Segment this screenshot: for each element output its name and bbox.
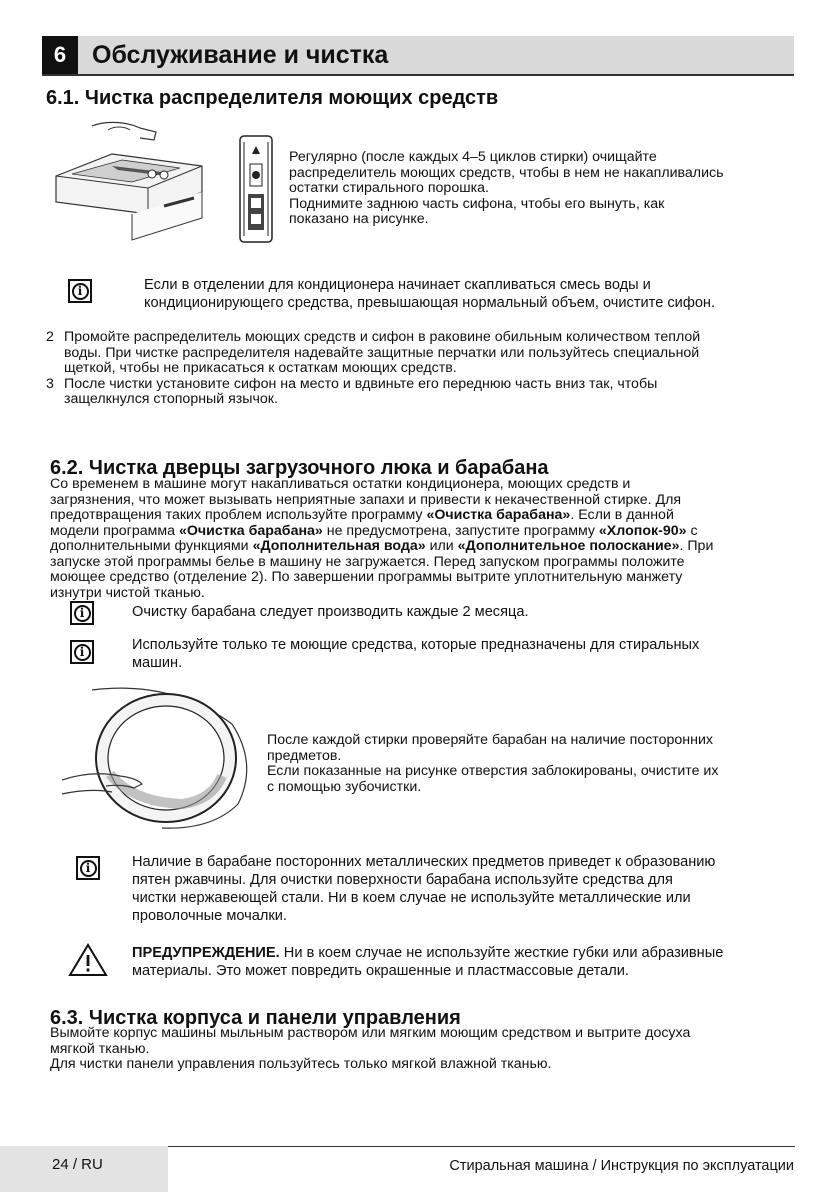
info-icon: i <box>70 640 94 664</box>
warning-label: ПРЕДУПРЕЖДЕНИЕ. <box>132 945 280 961</box>
note-detergents <box>132 636 699 672</box>
note-conditioner <box>144 276 715 312</box>
info-icon: i <box>76 856 100 880</box>
text-line: чистки нержавеющей стали. Ни в коем случае не используйте металлические или <box>132 890 691 906</box>
text-line: После чистки установите сифон на место и вдвиньте его переднюю часть вниз так, чтобы <box>64 375 658 392</box>
text-line: пятен ржавчины. Для очистки поверхности барабана используйте средства для <box>132 872 673 888</box>
drum-door-illustration <box>62 684 252 832</box>
text-line: изнутри чистой тканью. <box>50 584 205 601</box>
cleaning-steps-list <box>46 330 806 408</box>
section-heading-6-1: 6.1. Чистка распределителя моющих средств <box>46 87 499 109</box>
text-line: машин. <box>132 655 183 671</box>
text-line: дополнительными функциями «Дополнительная вода» или «Дополнительное полоскание». При <box>50 538 714 554</box>
text-line: загрязнения, что может вызывать неприятные запахи и привести к некачественной стирке. Для <box>50 491 682 508</box>
text-line: запуске этой программы белье в машину не загружается. Перед запуском программы положите <box>50 553 685 570</box>
text-line: моющее средство (отделение 2). По завершении программы вытрите уплотнительную манжету <box>50 569 683 585</box>
text-line: показано на рисунке. <box>289 211 429 227</box>
text-line: распределитель моющих средств, чтобы в нем не накапливались <box>289 164 724 181</box>
text-line: Наличие в барабане посторонних металлических предметов приведет к образованию <box>132 854 716 870</box>
chapter-title: Обслуживание и чистка <box>92 41 389 69</box>
text-line: проволочные мочалки. <box>132 908 287 924</box>
chapter-number: 6 <box>42 36 78 74</box>
drum-check-text <box>267 733 718 795</box>
note-drum-interval: Очистку барабана следует производить каждые 2 месяца. <box>132 604 529 620</box>
text-line: остатки стирального порошка. <box>289 180 489 196</box>
section-heading-6-3: 6.3. Чистка корпуса и панели управления <box>50 1007 461 1029</box>
text-line: воды. При чистке распределителя надевайте защитные перчатки или пользуйтесь специальной <box>64 344 700 361</box>
text-line: щеткой, чтобы не прикасаться к остаткам моющих средств. <box>64 360 457 376</box>
text-line: После каждой стирки проверяйте барабан на наличие посторонних <box>267 732 713 748</box>
text-line: модели программа «Очистка барабана» не предусмотрена, запустите программу «Хлопок-90» с <box>50 522 698 539</box>
text-line: предотвращения таких проблем используйте программу «Очистка барабана». Если в данной <box>50 507 674 523</box>
step-number: 3 <box>46 375 54 392</box>
page-number: 24 / RU <box>52 1156 103 1173</box>
text-line: кондиционирующего средства, превышающая нормальный объем, очистите сифон. <box>144 295 716 311</box>
siphon-instruction-text <box>289 150 724 228</box>
text-line: Поднимите заднюю часть сифона, чтобы его вынуть, как <box>289 195 665 212</box>
text-line: предметов. <box>267 747 342 764</box>
detergent-drawer-illustration <box>52 118 212 246</box>
text-line: с помощью зубочистки. <box>267 778 422 795</box>
text-line: Для чистки панели управления пользуйтесь только мягкой влажной тканью. <box>50 1056 552 1072</box>
text-line: Регулярно (после каждых 4–5 циклов стирки) очищайте <box>289 149 657 165</box>
text-line: Вымойте корпус машины мыльным раствором или мягким моющим средством и вытрите досуха <box>50 1025 691 1041</box>
body-cleaning-text <box>50 1026 690 1073</box>
text-line: Если в отделении для кондиционера начинает скапливаться смесь воды и <box>144 277 651 293</box>
info-icon: i <box>70 601 94 625</box>
drum-cleaning-paragraph <box>50 477 810 601</box>
step-number: 2 <box>46 329 54 345</box>
list-item <box>46 330 806 377</box>
text-line: Промойте распределитель моющих средств и сифон в раковине обильным количеством теплой <box>64 329 701 345</box>
list-item <box>46 377 806 408</box>
text-line: Используйте только те моющие средства, которые предназначены для стиральных <box>132 637 700 653</box>
text-line: мягкой тканью. <box>50 1040 150 1057</box>
document-title: Стиральная машина / Инструкция по эксплуатации <box>449 1158 794 1174</box>
text-line: Если показанные на рисунке отверстия заблокированы, очистите их <box>267 763 719 779</box>
text-line: Со временем в машине могут накапливаться остатки кондиционера, моющих средств и <box>50 476 631 492</box>
text-line: ПРЕДУПРЕЖДЕНИЕ. Ни в коем случае не используйте жесткие губки или абразивные <box>132 945 724 961</box>
info-icon: i <box>68 279 92 303</box>
section-heading-6-2: 6.2. Чистка дверцы загрузочного люка и барабана <box>50 457 549 479</box>
siphon-illustration <box>236 134 276 244</box>
note-rust <box>132 853 715 925</box>
warning-text <box>132 944 723 980</box>
text-line: материалы. Это может повредить окрашенные и пластмассовые детали. <box>132 963 629 979</box>
warning-triangle-icon <box>68 943 108 977</box>
text-line: защелкнулся стопорный язычок. <box>64 391 278 407</box>
